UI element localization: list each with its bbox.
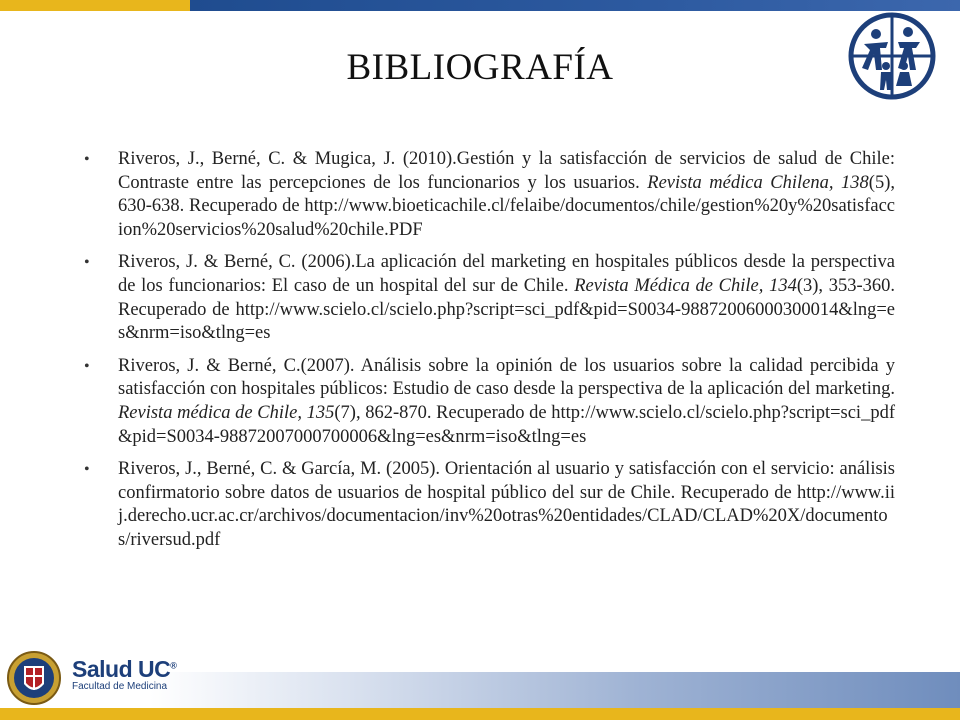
brand-block [72,656,176,692]
reference-text: Riveros, J., Berné, C. & Mugica, J. (2010).Gestión y la satisfacción de servicios de salud de Chile: Contraste entre las percepciones de los funcionarios y los usuarios. [118,149,895,193]
reference-text: Riveros, J. & Berné, C. (2006).La aplicación del marketing en hospitales públicos desde la perspectiva de los funcionarios: El caso de un hospital del sur de Chile. [118,252,895,296]
reference-url-link[interactable]: http://www.scielo.cl/scielo.php?script=sci_pdf&pid=S0034-98872007000700006&lng=es&nrm=iso&tlng=es [118,402,895,447]
reference-item [84,355,895,449]
bullet: • [84,461,90,479]
reference-journal: Revista Médica de Chile, 134 [574,275,797,296]
reference-journal: Revista médica de Chile, 135 [118,402,335,423]
reference-item [84,251,895,345]
bottom-gold-bar [0,708,960,720]
brand-subtitle: Facultad de Medicina [72,681,168,692]
reference-text: Recuperado de [680,482,798,503]
reference-list [84,148,895,562]
reference-url-link[interactable]: http://www.scielo.cl/scielo.php?script=sci_pdf&pid=S0034-98872006000300014&lng=es&nrm=iso&tlng=es [118,299,895,344]
bullet: • [84,357,90,375]
reference-text: (7), 862-870. Recuperado de [334,402,552,423]
brand-name: Salud UC® [72,656,177,682]
reference-text: (3), 353-360. Recuperado de [118,275,896,320]
bottom-gradient-bar [150,672,960,708]
registered-mark: ® [170,660,177,671]
reference-journal: Revista médica Chilena, 138 [647,172,869,193]
university-crest-icon [6,644,62,712]
reference-item [84,148,895,242]
reference-text: (5), 630-638. Recuperado de [118,172,895,217]
bullet: • [84,254,90,272]
slide-title: BIBLIOGRAFÍA [346,47,614,88]
reference-url-link[interactable]: http://www.iij.derecho.ucr.ac.cr/archivos/documentacion/inv%20otras%20entidades/CLAD/CLAD%20X/documentos/riversud.pdf [118,482,895,550]
bullet: • [84,151,90,168]
reference-text: Riveros, J., Berné, C. & García, M. (2005). Orientación al usuario y satisfacción con el servicio: análisis confirmatorio sobre datos de usuarios de hospital público del sur de Chile. [118,459,895,503]
top-blue-bar [190,0,960,11]
reference-url-link[interactable]: http://www.bioeticachile.cl/felaibe/documentos/chile/gestion%20y%20satisfaccion%20servicios%20salud%20chile.PDF [118,196,895,240]
reference-item [84,458,895,552]
reference-text: Riveros, J. & Berné, C.(2007). Análisis sobre la opinión de los usuarios sobre la calidad percibida y satisfacción con hospitales públicos: Estudio de caso desde la perspectiva de la aplicación del marketing. [118,355,895,400]
top-gold-bar [0,0,190,11]
